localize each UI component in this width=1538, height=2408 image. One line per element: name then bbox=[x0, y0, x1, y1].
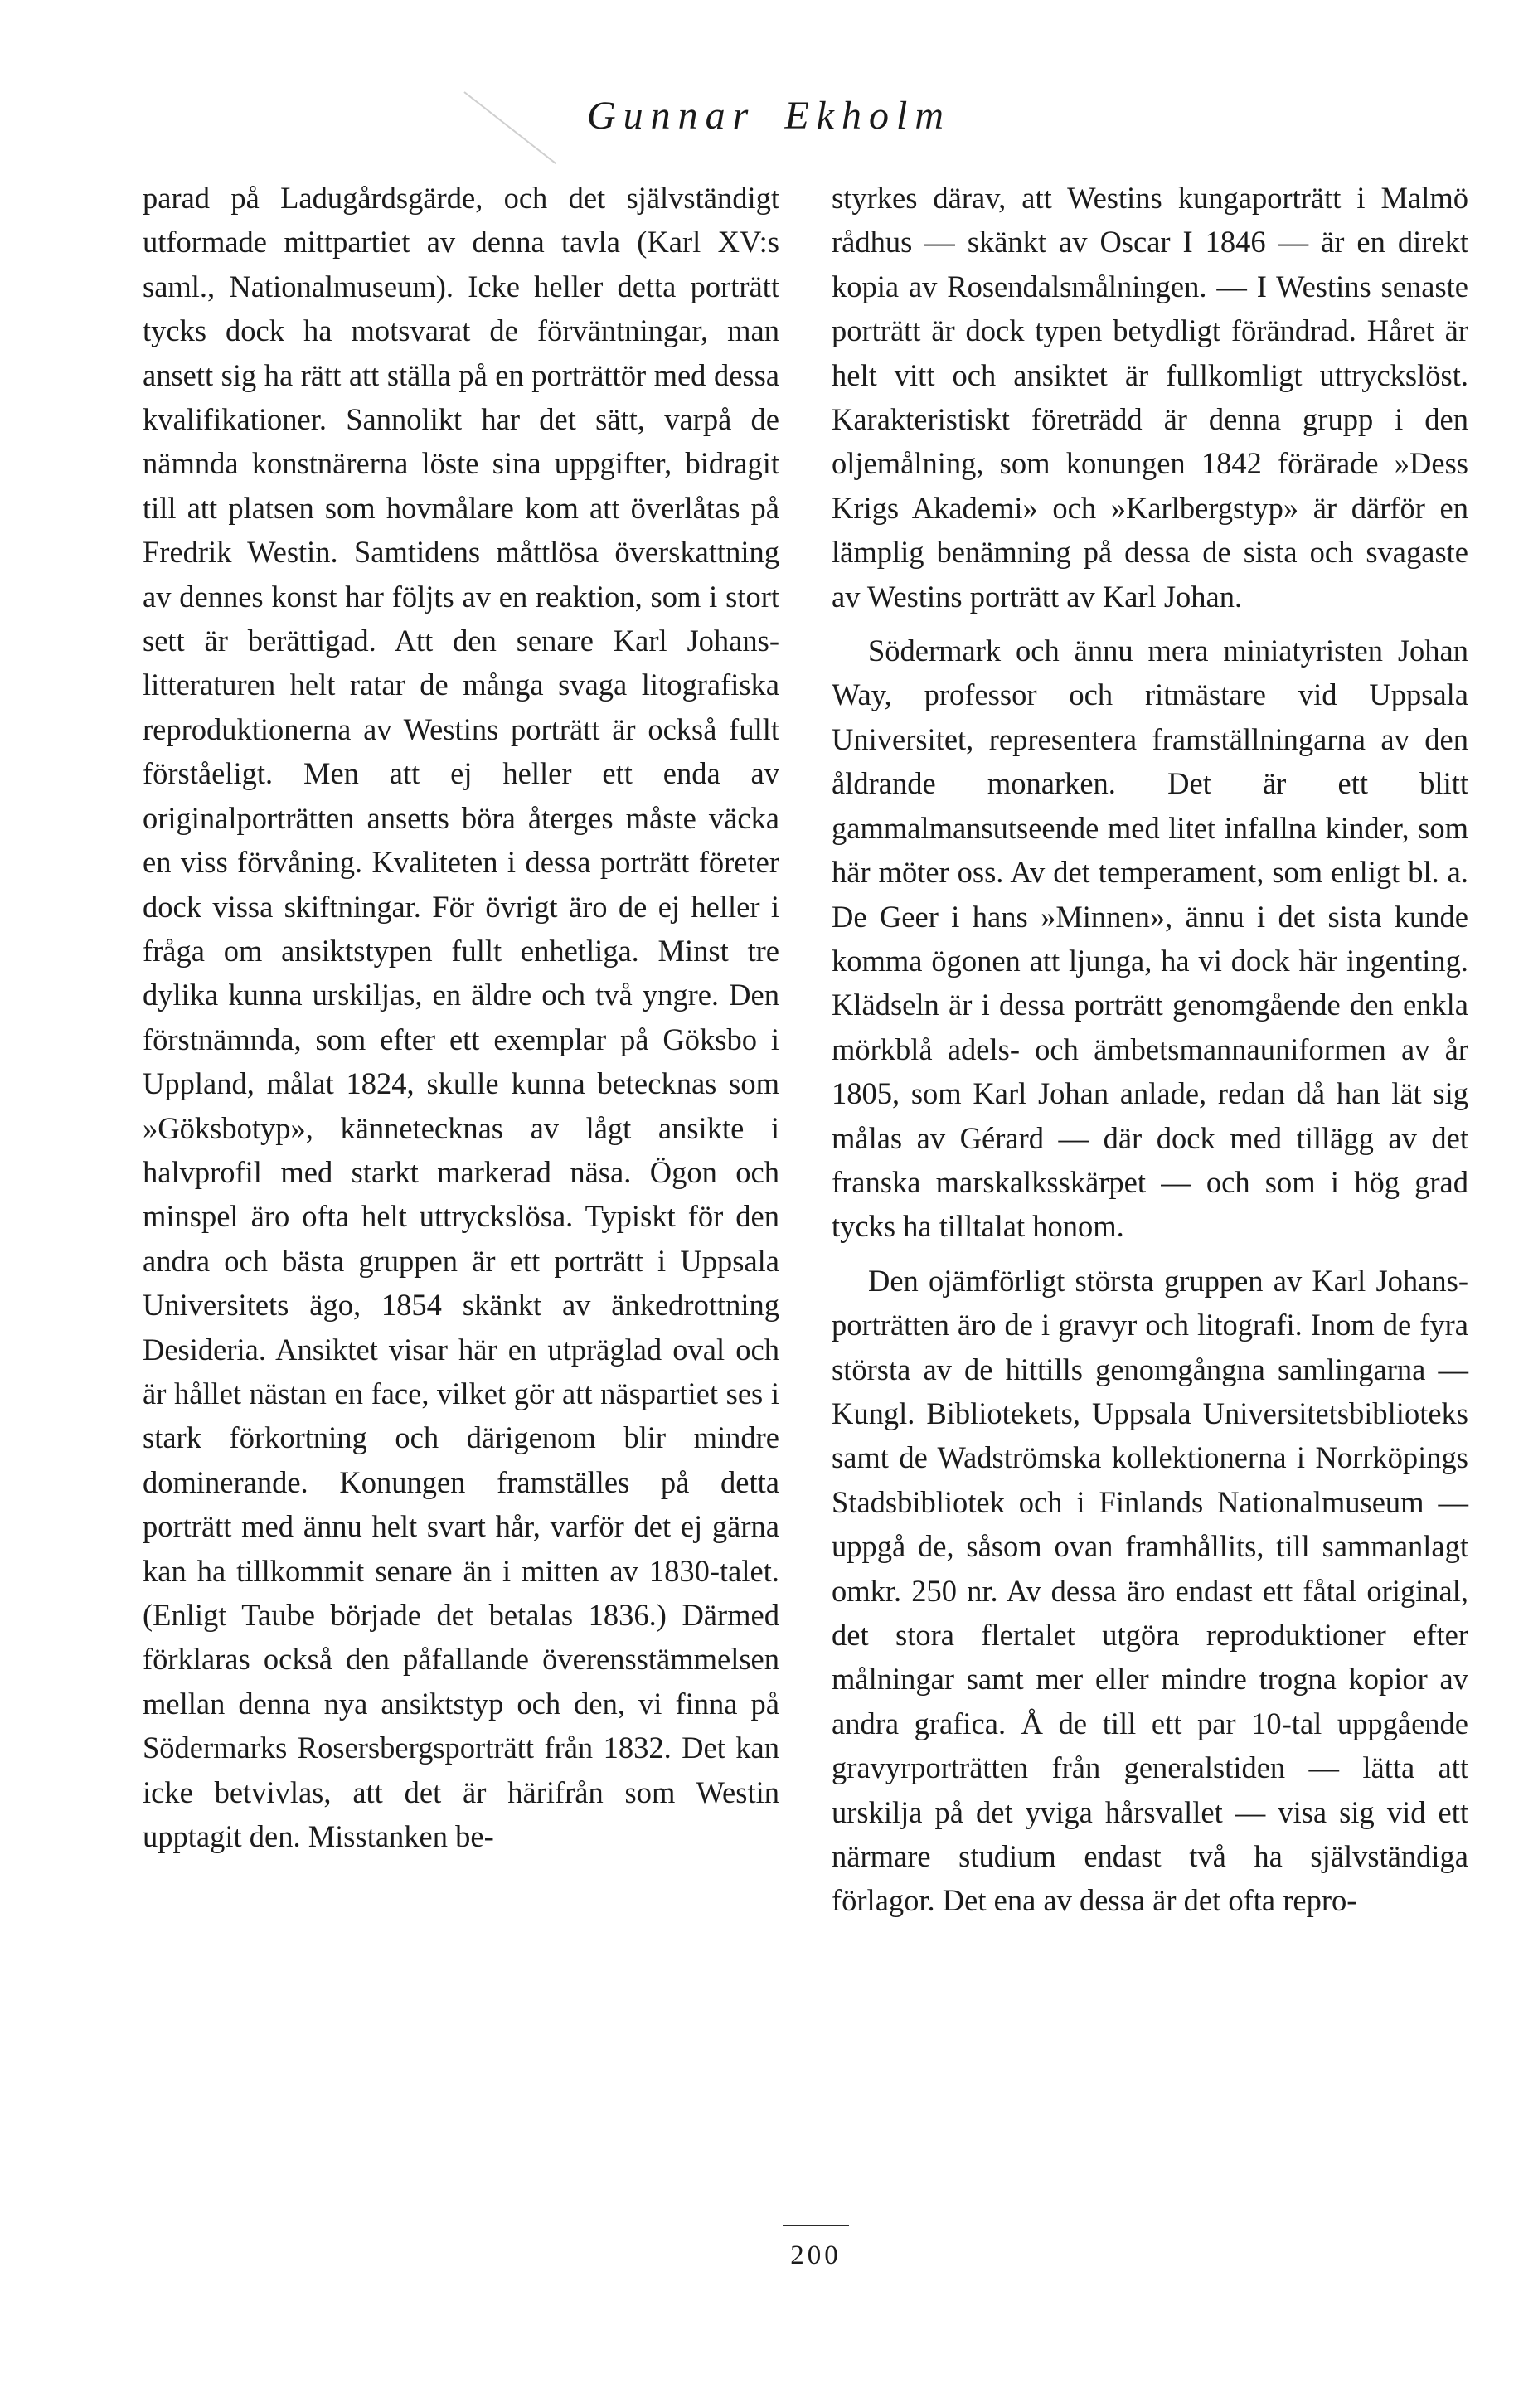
right-paragraph-3: Den ojämförligt största gruppen av Karl Johans-porträtten äro de i gravyr och litografi. Inom de fyra största av de hittills genomgångna samlingarna — Kungl. Bibliotekets, Uppsala Universitetsbiblioteks samt de Wadströmska kollektionerna i Norrköpings Stadsbibliotek och i Finlands Nationalmuseum — uppgå de, såsom ovan framhållits, till sammanlagt omkr. 250 nr. Av dessa äro endast ett fåtal original, det stora flertalet utgöra reproduktioner efter målningar samt mer eller mindre trogna kopior av andra grafica. Å de till ett par 10-tal uppgående gravyrporträtten från generalstiden — lätta att urskilja på det yviga hårsvallet — visa sig vid ett närmare studium endast två ha självständiga förlagor. Det ena av dessa är det ofta repro- bbox=[832, 1263, 1468, 1918]
left-paragraph-1: parad på Ladugårdsgärde, och det självständigt utformade mittpartiet av denna tavla (Karl XV:s saml., Nationalmuseum). Icke heller detta porträtt tycks dock ha motsvarat de förväntningar, man ansett sig ha rätt att ställa på en porträttör med dessa kvalifikationer. Sannolikt har det sätt, varpå de nämnda konstnärerna löste sina uppgifter, bidragit till att platsen som hovmålare kom att överlåtas på Fredrik Westin. Samtidens måttlösa överskattning av dennes konst har följts av en reaktion, som i stort sett är berättigad. Att den senare Karl Johans-litteraturen helt ratar de många svaga litografiska reproduktionerna av Westins porträtt är också fullt förståeligt. Men att ej heller ett enda av originalporträtten ansetts böra återges måste väcka en viss förvåning. Kvaliteten i dessa porträtt företer dock vissa skiftningar. För övrigt äro de ej heller i fråga om ansiktstypen fullt enhetliga. Minst tre dylika kunna urskiljas, en äldre och två yngre. Den förstnämnda, som efter ett exemplar på Göksbo i Uppland, målat 1824, skulle kunna betecknas som »Göksbotyp», kännetecknas av lågt ansikte i halvprofil med starkt markerad näsa. Ögon och minspel äro ofta helt uttryckslösa. Typiskt för den andra och bästa gruppen är ett porträtt i Uppsala Universitets ägo, 1854 skänkt av änkedrottning Desideria. Ansiktet visar här en utpräglad oval och är hållet nästan en face, vilket gör att näspartiet ses i stark förkortning och därigenom blir mindre dominerande. Konungen framställes på detta porträtt med ännu helt svart hår, varför det ej gärna kan ha tillkommit senare än i mitten av 1830-talet. (Enligt Taube började det betalas 1836.) Därmed förklaras också den påfallande överensstämmelsen mellan denna nya ansiktstyp och den, vi finna på Södermarks Rosersbergsporträtt från 1832. Det kan icke betvivlas, att det är härifrån som Westin upptagit den. Misstanken be- bbox=[143, 181, 779, 1854]
page-number-rule bbox=[783, 2225, 849, 2226]
right-paragraph-2: Södermark och ännu mera miniatyristen Johan Way, professor och ritmästare vid Uppsala Universitet, representera framställningarna av den åldrande monarken. Det är ett blitt gammalmansutseende med litet infallna kinder, som här möter oss. Av det temperament, som enligt bl. a. De Geer i hans »Minnen», ännu i det sista kunde komma ögonen att ljunga, ha vi dock här ingenting. Klädseln är i dessa porträtt genomgående den enkla mörkblå adels- och ämbetsmannauniformen av år 1805, som Karl Johan anlade, redan då han lät sig målas av Gérard — där dock med tillägg av det franska marskalksskärpet — och som i hög grad tycks ha tilltalat honom. bbox=[832, 634, 1468, 1244]
left-column bbox=[143, 176, 779, 1858]
running-head: Gunnar Ekholm bbox=[587, 94, 951, 138]
right-paragraph-1: styrkes därav, att Westins kungaporträtt i Malmö rådhus — skänkt av Oscar I 1846 — är en direkt kopia av Rosendalsmålningen. — I Westins senaste porträtt är dock typen betydligt förändrad. Håret är helt vitt och ansiktet är fullkomligt uttryckslöst. Karakteristiskt företrädd är denna grupp i den oljemålning, som konungen 1842 förärade »Dess Krigs Akademi» och »Karlbergstyp» är därför en lämplig benämning på dessa de sista och svagaste av Westins porträtt av Karl Johan. bbox=[832, 181, 1468, 614]
page-number: 200 bbox=[790, 2241, 842, 2270]
right-column bbox=[832, 176, 1468, 1923]
